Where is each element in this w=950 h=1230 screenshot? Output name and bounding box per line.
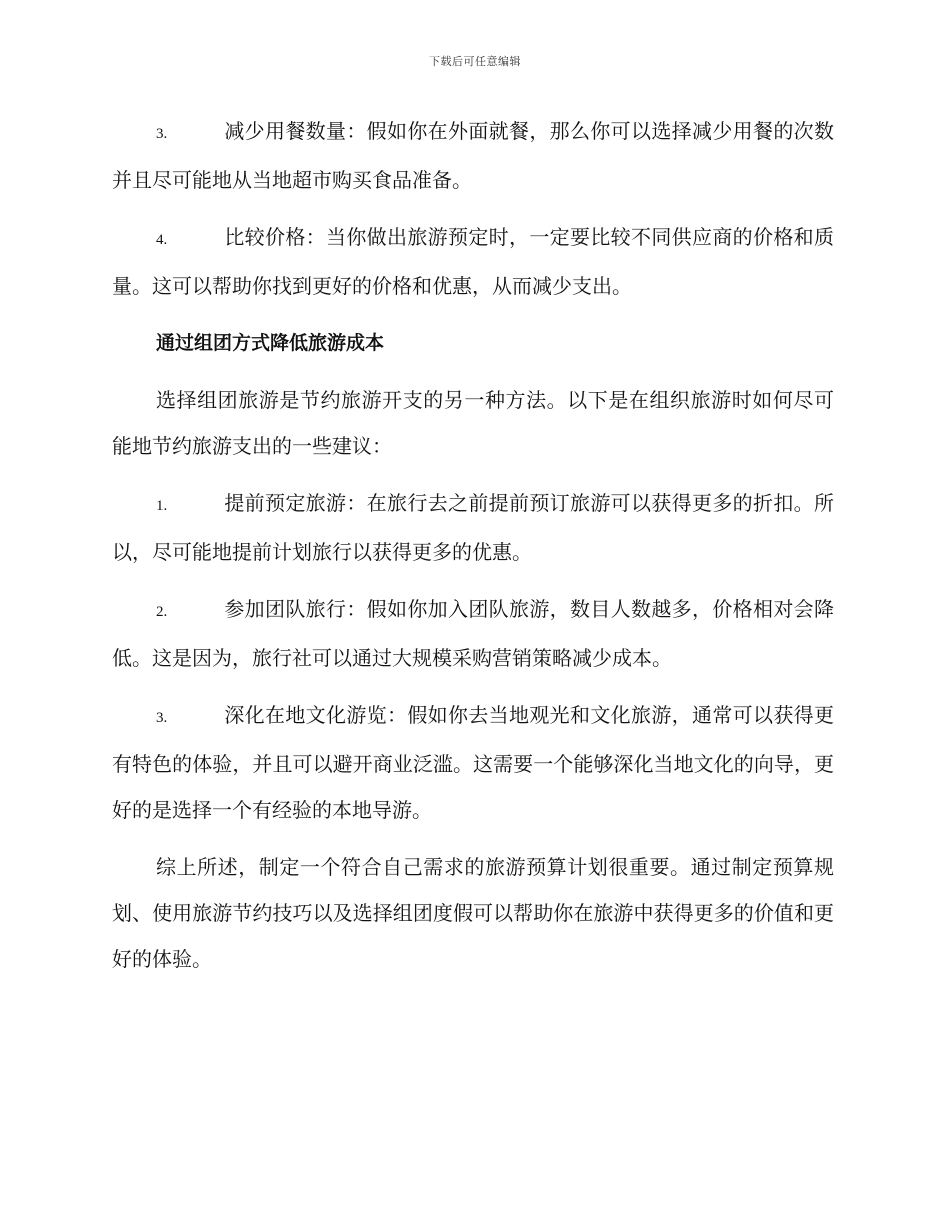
document-body bbox=[112, 108, 834, 993]
section-intro-paragraph: 选择组团旅游是节约旅游开支的另一种方法。以下是在组织旅游时如何尽可能地节约旅游支出的一些建议： bbox=[112, 388, 834, 458]
list-item bbox=[112, 586, 834, 681]
list-item-text: 深化在地文化游览：假如你去当地观光和文化旅游，通常可以获得更有特色的体验，并且可以避开商业泛滥。这需要一个能够深化当地文化的向导，更好的是选择一个有经验的本地导游。 bbox=[112, 703, 834, 822]
list-item-number: 3. bbox=[156, 710, 168, 726]
section-heading: 通过组团方式降低旅游成本 bbox=[156, 332, 385, 354]
list-item-number: 3. bbox=[156, 126, 168, 142]
list-item-text: 参加团队旅行：假如你加入团队旅游，数目人数越多，价格相对会降低。这是因为，旅行社可以通过大规模采购营销策略减少成本。 bbox=[112, 597, 834, 670]
conclusion-paragraph: 综上所述，制定一个符合自己需求的旅游预算计划很重要。通过制定预算规划、使用旅游节约技巧以及选择组团度假可以帮助你在旅游中获得更多的价值和更好的体验。 bbox=[112, 855, 834, 971]
list-item bbox=[112, 108, 834, 203]
list-item bbox=[112, 214, 834, 309]
page-header-note: 下载后可任意编辑 bbox=[429, 55, 521, 68]
list-item-number: 1. bbox=[156, 498, 168, 514]
list-item bbox=[112, 480, 834, 575]
list-item-number: 2. bbox=[156, 604, 168, 620]
list-item-number: 4. bbox=[156, 232, 168, 248]
list-item-text: 比较价格：当你做出旅游预定时，一定要比较不同供应商的价格和质量。这可以帮助你找到更好的价格和优惠，从而减少支出。 bbox=[112, 225, 834, 298]
list-item-text: 提前预定旅游：在旅行去之前提前预订旅游可以获得更多的折扣。所以，尽可能地提前计划旅行以获得更多的优惠。 bbox=[112, 491, 834, 564]
list-item-text: 减少用餐数量：假如你在外面就餐，那么你可以选择减少用餐的次数并且尽可能地从当地超市购买食品准备。 bbox=[112, 119, 834, 192]
list-item bbox=[112, 692, 834, 833]
